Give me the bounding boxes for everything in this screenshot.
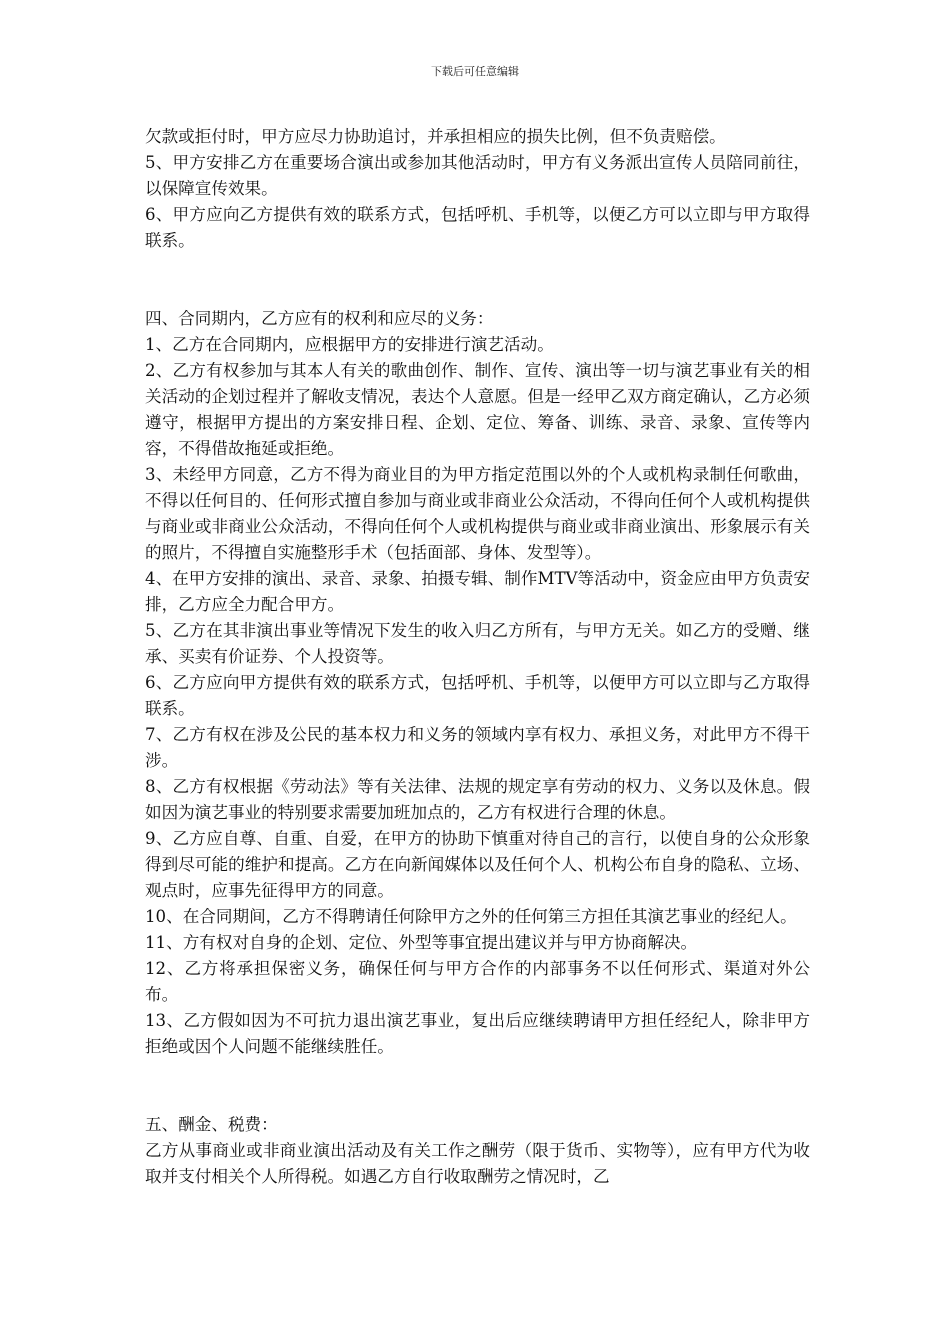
list-item: 8、乙方有权根据《劳动法》等有关法律、法规的规定享有劳动的权力、义务以及休息。假如因为演艺事业的特别要求需要加班加点的，乙方有权进行合理的休息。 [145, 777, 810, 822]
list-item: 7、乙方有权在涉及公民的基本权力和义务的领域内享有权力、承担义务，对此甲方不得干涉。 [145, 725, 810, 770]
section-5 [145, 1112, 810, 1190]
section-4 [145, 306, 810, 1060]
list-item: 1、乙方在合同期内，应根据甲方的安排进行演艺活动。 [145, 335, 554, 354]
page-header: 下载后可任意编辑 [431, 65, 519, 78]
list-item: 10、在合同期间，乙方不得聘请任何除甲方之外的任何第三方担任其演艺事业的经纪人。 [145, 907, 797, 926]
paragraph: 欠款或拒付时，甲方应尽力协助追讨，并承担相应的损失比例，但不负责赔偿。 [145, 127, 726, 146]
list-item: 2、乙方有权参加与其本人有关的歌曲创作、制作、宣传、演出等一切与演艺事业有关的相关活动的企划过程并了解收支情况，表达个人意愿。但是一经甲乙双方商定确认，乙方必须遵守，根据甲方提出的方案安排日程、企划、定位、筹备、训练、录音、录象、宣传等内容，不得借故拖延或拒绝。 [145, 361, 810, 458]
section-heading: 四、合同期内，乙方应有的权利和应尽的义务： [145, 309, 494, 328]
document-body [145, 124, 810, 1190]
list-item: 9、乙方应自尊、自重、自爱，在甲方的协助下慎重对待自己的言行，以使自身的公众形象得到尽可能的维护和提高。乙方在向新闻媒体以及任何个人、机构公布自身的隐私、立场、观点时，应事先征得甲方的同意。 [145, 829, 810, 900]
section-spacer [145, 254, 810, 306]
section-heading: 五、酬金、税费： [145, 1115, 278, 1134]
list-item: 4、在甲方安排的演出、录音、录象、拍摄专辑、制作MTV等活动中，资金应由甲方负责安排，乙方应全力配合甲方。 [145, 569, 810, 614]
list-item: 12、乙方将承担保密义务，确保任何与甲方合作的内部事务不以任何形式、渠道对外公布。 [145, 959, 810, 1004]
paragraph: 5、甲方安排乙方在重要场合演出或参加其他活动时，甲方有义务派出宣传人员陪同前往，以保障宣传效果。 [145, 153, 810, 198]
section-spacer [145, 1060, 810, 1112]
list-item: 5、乙方在其非演出事业等情况下发生的收入归乙方所有，与甲方无关。如乙方的受赠、继承、买卖有价证券、个人投资等。 [145, 621, 810, 666]
section-3-tail [145, 124, 810, 254]
list-item: 11、方有权对自身的企划、定位、外型等事宜提出建议并与甲方协商解决。 [145, 933, 698, 952]
list-item: 6、乙方应向甲方提供有效的联系方式，包括呼机、手机等，以便甲方可以立即与乙方取得联系。 [145, 673, 810, 718]
paragraph: 6、甲方应向乙方提供有效的联系方式，包括呼机、手机等，以便乙方可以立即与甲方取得联系。 [145, 205, 810, 250]
paragraph: 乙方从事商业或非商业演出活动及有关工作之酬劳（限于货币、实物等），应有甲方代为收取并支付相关个人所得税。如遇乙方自行收取酬劳之情况时，乙 [145, 1141, 810, 1186]
list-item: 13、乙方假如因为不可抗力退出演艺事业，复出后应继续聘请甲方担任经纪人，除非甲方拒绝或因个人问题不能继续胜任。 [145, 1011, 810, 1056]
list-item: 3、未经甲方同意，乙方不得为商业目的为甲方指定范围以外的个人或机构录制任何歌曲，不得以任何目的、任何形式擅自参加与商业或非商业公众活动，不得向任何个人或机构提供与商业或非商业公众活动，不得向任何个人或机构提供与商业或非商业演出、形象展示有关的照片，不得擅自实施整形手术（包括面部、身体、发型等）。 [145, 465, 810, 562]
